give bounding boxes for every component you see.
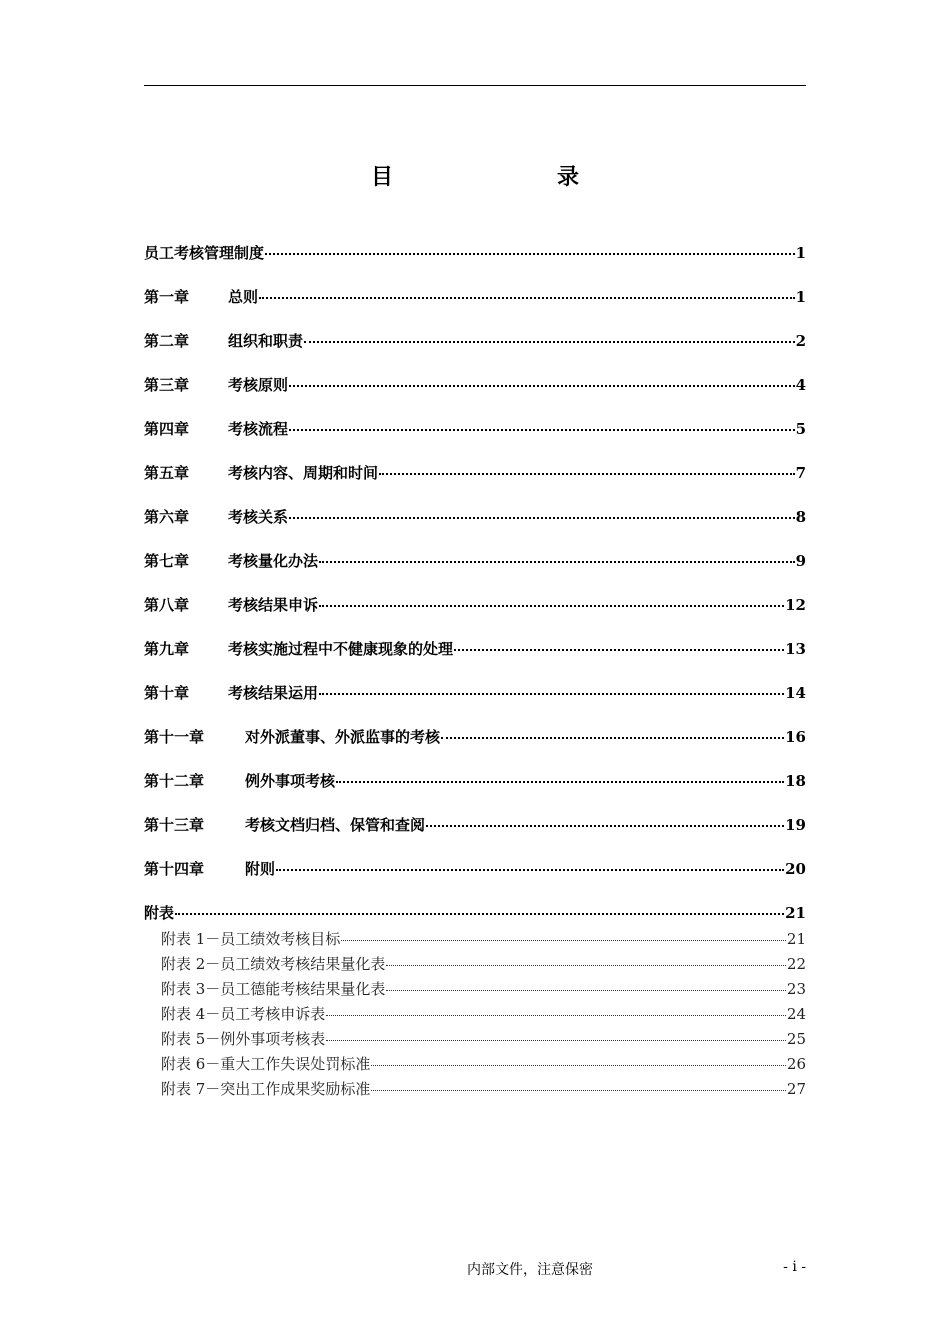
toc-leader — [259, 297, 795, 299]
toc-leader — [289, 429, 795, 431]
toc-entry-text: 附表 — [144, 904, 175, 922]
toc-entry-page: 7 — [795, 464, 806, 482]
toc-leader — [326, 1040, 786, 1041]
toc-entry-text: 考核结果运用 — [228, 684, 319, 702]
toc-entry-page: 18 — [785, 772, 806, 790]
footer-confidential-note: 内部文件，注意保密 — [467, 1262, 593, 1278]
toc-entry-page: 8 — [795, 508, 806, 526]
toc-entry-page: 14 — [785, 684, 806, 702]
toc-entry[interactable] — [144, 770, 806, 792]
toc-leader — [379, 473, 795, 475]
toc-entry-number: 第四章 — [144, 420, 190, 438]
toc-entry-text: 考核结果申诉 — [228, 596, 319, 614]
toc-entry-text: 考核原则 — [228, 376, 289, 394]
toc-entry-page: 12 — [785, 596, 806, 614]
toc-entry[interactable] — [144, 594, 806, 616]
toc-entry-number: 第十一章 — [144, 728, 205, 746]
toc-entry-number: 第三章 — [144, 376, 190, 394]
toc-entry-text: 附则 — [245, 860, 276, 878]
toc-entry-page: 21 — [785, 904, 806, 922]
toc-entry[interactable] — [144, 242, 806, 264]
toc-entry-number: 第十三章 — [144, 816, 205, 834]
toc-entry-text: 附表 3－员工德能考核结果量化表 — [161, 980, 386, 998]
header-rule — [144, 85, 806, 86]
toc-entry-page: 2 — [795, 332, 806, 350]
toc-entry-number: 第十四章 — [144, 860, 205, 878]
toc-entry-number: 第二章 — [144, 332, 190, 350]
toc-entry-page: 24 — [786, 1005, 806, 1023]
toc-entry-text: 附表 1－员工绩效考核目标 — [161, 930, 341, 948]
toc-entry-page: 1 — [795, 288, 806, 306]
toc-leader — [319, 561, 795, 563]
toc-entry-text: 考核量化办法 — [228, 552, 319, 570]
toc-entry-number: 第九章 — [144, 640, 190, 658]
toc-leader — [336, 781, 784, 783]
toc-leader — [304, 341, 795, 343]
toc-entry[interactable] — [144, 682, 806, 704]
toc-leader — [454, 649, 784, 651]
toc-entry-page: 9 — [795, 552, 806, 570]
toc-leader — [341, 940, 786, 941]
toc-leader — [175, 913, 784, 915]
toc-entry-text: 考核关系 — [228, 508, 289, 526]
toc-entry-text: 附表 2－员工绩效考核结果量化表 — [161, 955, 386, 973]
toc-leader — [319, 605, 784, 607]
toc-entry-number: 第八章 — [144, 596, 190, 614]
toc-entry[interactable] — [144, 550, 806, 572]
toc-entry-text: 考核内容、周期和时间 — [228, 464, 379, 482]
toc-entry-page: 27 — [786, 1080, 806, 1098]
toc-entry[interactable] — [144, 286, 806, 308]
toc-entry-text: 员工考核管理制度 — [144, 244, 265, 262]
toc-leader — [289, 385, 795, 387]
toc-leader — [276, 869, 784, 871]
toc-sub-entry[interactable] — [161, 978, 806, 1000]
toc-entry-number: 第一章 — [144, 288, 190, 306]
toc-leader — [371, 1065, 786, 1066]
toc-entry-page: 4 — [795, 376, 806, 394]
toc-entry-number: 第十章 — [144, 684, 190, 702]
toc-entry-page: 21 — [786, 930, 806, 948]
toc-entry-page: 25 — [786, 1030, 806, 1048]
toc-title: 目 录 — [370, 164, 619, 190]
toc-entry-text: 考核实施过程中不健康现象的处理 — [228, 640, 454, 658]
toc-entry[interactable] — [144, 330, 806, 352]
toc-entry-page: 16 — [785, 728, 806, 746]
toc-entry-page: 20 — [785, 860, 806, 878]
toc-entry-page: 26 — [786, 1055, 806, 1073]
toc-leader — [319, 693, 784, 695]
toc-entry-text: 例外事项考核 — [245, 772, 336, 790]
toc-entry[interactable] — [144, 902, 806, 924]
toc-entry-number: 第七章 — [144, 552, 190, 570]
toc-leader — [386, 990, 786, 991]
toc-entry[interactable] — [144, 814, 806, 836]
toc-entry-number: 第十二章 — [144, 772, 205, 790]
toc-leader — [441, 737, 784, 739]
footer-page-number: - i - — [783, 1259, 806, 1275]
toc-sub-entry[interactable] — [161, 1028, 806, 1050]
toc-entry-text: 组织和职责 — [228, 332, 304, 350]
toc-sub-entry[interactable] — [161, 1003, 806, 1025]
toc-leader — [426, 825, 784, 827]
toc-entry-page: 1 — [795, 244, 806, 262]
toc-entry-text: 附表 4－员工考核申诉表 — [161, 1005, 326, 1023]
toc-leader — [371, 1090, 786, 1091]
toc-entry[interactable] — [144, 858, 806, 880]
toc-entry[interactable] — [144, 638, 806, 660]
toc-entry[interactable] — [144, 506, 806, 528]
toc-sub-entry[interactable] — [161, 953, 806, 975]
toc-entry-text: 附表 6－重大工作失误处罚标准 — [161, 1055, 371, 1073]
toc-entry[interactable] — [144, 418, 806, 440]
toc-entry-text: 附表 7－突出工作成果奖励标准 — [161, 1080, 371, 1098]
toc-sub-entry[interactable] — [161, 928, 806, 950]
toc-entry[interactable] — [144, 374, 806, 396]
toc-entry-text: 总则 — [228, 288, 259, 306]
toc-entry-number: 第五章 — [144, 464, 190, 482]
toc-leader — [289, 517, 795, 519]
toc-entry-text: 考核流程 — [228, 420, 289, 438]
toc-leader — [265, 253, 795, 255]
toc-sub-entry[interactable] — [161, 1078, 806, 1100]
toc-entry-text: 考核文档归档、保管和查阅 — [245, 816, 426, 834]
toc-entry-text: 对外派董事、外派监事的考核 — [245, 728, 441, 746]
toc-entry[interactable] — [144, 462, 806, 484]
toc-entry-page: 13 — [785, 640, 806, 658]
toc-leader — [386, 965, 786, 966]
toc-leader — [326, 1015, 786, 1016]
toc-entry-page: 5 — [795, 420, 806, 438]
toc-sub-entry[interactable] — [161, 1053, 806, 1075]
toc-entry-text: 附表 5－例外事项考核表 — [161, 1030, 326, 1048]
toc-entry-page: 23 — [786, 980, 806, 998]
toc-entry[interactable] — [144, 726, 806, 748]
toc-entry-page: 22 — [786, 955, 806, 973]
toc-entry-number: 第六章 — [144, 508, 190, 526]
toc-entry-page: 19 — [785, 816, 806, 834]
